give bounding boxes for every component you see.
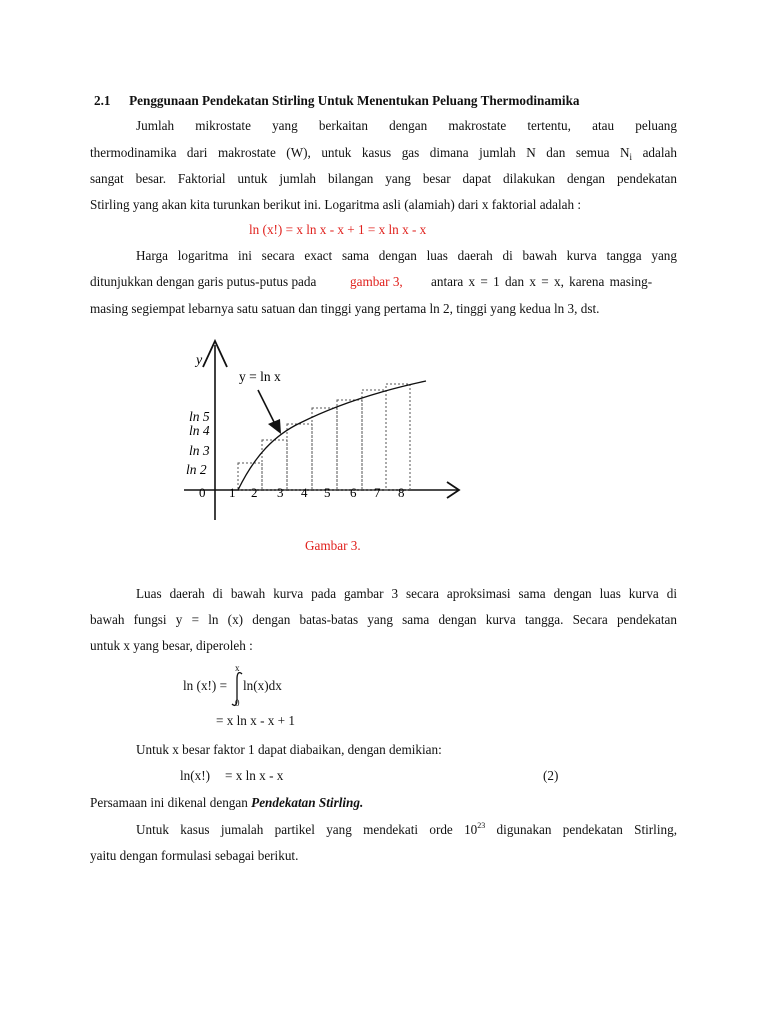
integral-result: = x ln x - x + 1 [216, 713, 295, 728]
y-axis-label: y [196, 353, 203, 368]
x-label-1: 1 [229, 485, 236, 500]
figure-caption: Gambar 3. [305, 538, 361, 553]
integral-lower-limit: 0 [235, 698, 240, 708]
x-label-2: 2 [251, 485, 258, 500]
para2-line1: Harga logaritma ini secara exact sama dengan luas daerah di bawah kurva tangga yang [136, 248, 677, 263]
ln-curve [238, 381, 426, 490]
para2-line2-b: antara x = 1 dan x = x, karena masing- [431, 274, 653, 289]
label-pointer-arrow [258, 390, 275, 424]
para2-line3: masing segiempat lebarnya satu satuan dan tinggi yang pertama ln 2, tinggi yang kedua ln 3, dst. [90, 301, 600, 316]
step-rect-ln6 [337, 400, 362, 490]
step-rect-ln5 [312, 408, 337, 490]
y-label-ln5: ln 5 [189, 409, 210, 424]
step-rect-ln4 [287, 424, 312, 490]
step-rect-ln2 [238, 463, 262, 490]
curve-label: y = ln x [239, 369, 281, 384]
step-rect-ln8 [386, 384, 410, 490]
x-label-3: 3 [277, 485, 284, 500]
para1-line2: thermodinamika dari makrostate (W), untuk kasus gas dimana jumlah N dan semua $N_i$ adalah [90, 145, 677, 162]
para5-text: Persamaan ini dikenal dengan [90, 795, 252, 810]
step-rect-ln3 [262, 440, 287, 490]
para4: Untuk x besar faktor 1 dapat diabaikan, dengan demikian: [136, 742, 442, 757]
x-label-8: 8 [398, 485, 405, 500]
x-label-6: 6 [350, 485, 357, 500]
x-label-4: 4 [301, 485, 308, 500]
integrand: ln(x)dx [243, 678, 282, 693]
y-label-ln4: ln 4 [189, 423, 210, 438]
stirling-term: Pendekatan Stirling. [251, 795, 364, 810]
equation-2-lhs: ln(x!) [180, 768, 211, 783]
para6-line1: Untuk kasus jumalah partikel yang mendekati orde $10^{23}$ digunakan pendekatan Stirling, [136, 821, 677, 837]
step-rect-ln7 [362, 390, 386, 490]
y-label-ln2: ln 2 [186, 462, 207, 477]
x-tick-labels [199, 485, 405, 500]
para5 [90, 796, 363, 809]
para6-line2: yaitu dengan formulasi sebagai berikut. [90, 848, 299, 863]
integral-lhs: ln (x!) = [183, 678, 228, 693]
x-label-0: 0 [199, 485, 206, 500]
section-title: Penggunaan Pendekatan Stirling Untuk Menentukan Peluang Thermodinamika [129, 93, 580, 108]
para1-line4: Stirling yang akan kita turunkan berikut ini. Logaritma asli (alamiah) dari x faktorial adalah : [90, 197, 582, 212]
para1-line1: Jumlah mikrostate yang berkaitan dengan makrostate tertentu, atau peluang [136, 118, 677, 133]
para3-line2: bawah fungsi y = ln (x) dengan batas-batas yang sama dengan kurva tangga. Secara pendekatan [90, 612, 677, 627]
para1-line3: sangat besar. Faktorial untuk jumlah bilangan yang besar dapat dilakukan dengan pendekatan [90, 171, 677, 186]
equation-2-rhs: = x ln x - x [225, 768, 284, 783]
section-number: 2.1 [94, 93, 111, 108]
x-label-7: 7 [374, 485, 381, 500]
para2-line2-a: ditunjukkan dengan garis putus-putus pada [90, 274, 317, 289]
figure-reference-link: gambar 3, [350, 274, 403, 289]
integral-upper-limit: x [235, 663, 240, 673]
para3-line1: Luas daerah di bawah kurva pada gambar 3 secara aproksimasi sama dengan luas kurva di [136, 586, 677, 601]
para3-line3: untuk x yang besar, diperoleh : [90, 638, 253, 653]
equation-1: ln (x!) = x ln x - x + 1 = x ln x - x [249, 222, 427, 237]
equation-2-number: (2) [543, 768, 559, 783]
y-label-ln3: ln 3 [189, 443, 210, 458]
x-label-5: 5 [324, 485, 331, 500]
